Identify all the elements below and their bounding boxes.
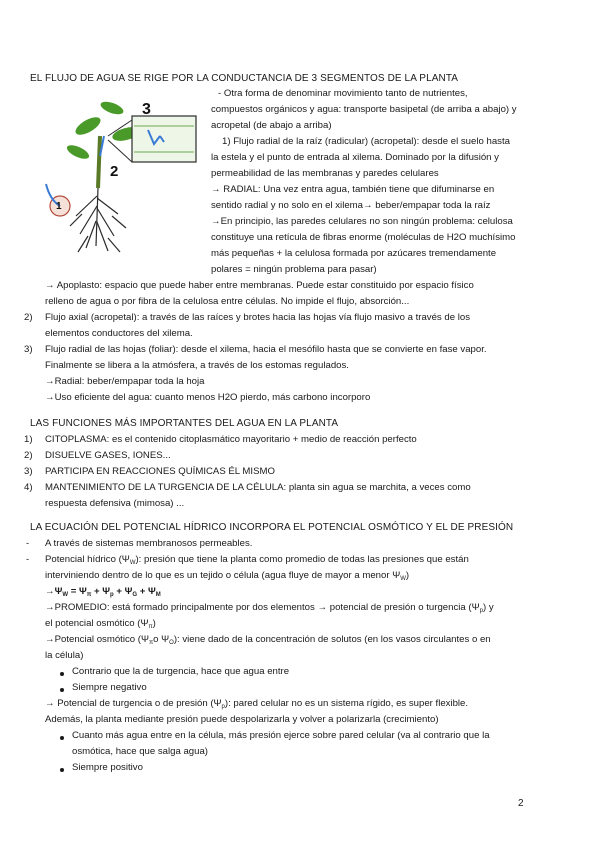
osmotico-bullet-2: Siempre negativo bbox=[72, 682, 147, 693]
funcion-item-2: DISUELVE GASES, IONES... bbox=[45, 450, 171, 461]
bullet-dot bbox=[60, 672, 64, 676]
right-col-line-1: - Otra forma de denominar movimiento tanto de nutrientes, bbox=[218, 88, 468, 99]
funcion-item-1: CITOPLASMA: es el contenido citoplasmático mayoritario + medio de reacción perfecto bbox=[45, 434, 417, 445]
leaf-drawing bbox=[73, 114, 103, 138]
apoplasto-line-2: relleno de agua o por fibra de la celulosa entre células. No impide el flujo, absorción... bbox=[45, 296, 410, 307]
leaf-inset-box bbox=[132, 116, 196, 162]
section-heading-funciones: LAS FUNCIONES MÁS IMPORTANTES DEL AGUA EN LA PLANTA bbox=[30, 418, 339, 429]
right-col-line-9: →En principio, las paredes celulares no son ningún problema: celulosa bbox=[211, 216, 513, 227]
item3-line-3: →Radial: beber/empapar toda la hoja bbox=[45, 376, 205, 387]
roots-drawing bbox=[70, 188, 126, 252]
list-number: 4) bbox=[24, 482, 33, 493]
dash-marker: - bbox=[26, 538, 30, 549]
turgencia-line-2: Además, la planta mediante presión puede despolarizarla y volver a polarizarla (crecimiento) bbox=[45, 714, 439, 725]
item3-line-4: →Uso eficiente del agua: cuanto menos H2O pierdo, más carbono incorporo bbox=[45, 392, 371, 403]
list-number: 2) bbox=[24, 450, 33, 461]
turgencia-bullet-2: Siempre positivo bbox=[72, 762, 143, 773]
right-col-line-7: → RADIAL: Una vez entra agua, también tiene que difuminarse en bbox=[211, 184, 495, 195]
figure-label-2: 2 bbox=[110, 163, 119, 180]
funcion-item-4-cont: respuesta defensiva (mimosa) ... bbox=[45, 498, 185, 509]
turgencia-bullet-1-cont: osmótica, hace que salga agua) bbox=[72, 746, 208, 757]
figure-label-1: 1 bbox=[56, 201, 62, 212]
item3-line-2: Finalmente se libera a la atmósfera, a través de los estomas regulados. bbox=[45, 360, 349, 371]
right-col-line-2: compuestos orgánicos y agua: transporte basipetal (de arriba a abajo) y bbox=[211, 104, 517, 115]
item2-line-2: elementos conductores del xilema. bbox=[45, 328, 193, 339]
right-col-line-8: sentido radial y no solo en el xilema→ beber/empapar toda la raíz bbox=[211, 200, 491, 211]
right-col-line-10: constituye una retícula de fibras enorme (moléculas de H2O muchísimo bbox=[211, 232, 516, 243]
list-number: 1) bbox=[24, 434, 33, 445]
funcion-item-4: MANTENIMIENTO DE LA TURGENCIA DE LA CÉLULA: planta sin agua se marchita, a veces como bbox=[45, 482, 471, 493]
osmotico-line-2: la célula) bbox=[45, 650, 84, 661]
bullet-dot bbox=[60, 688, 64, 692]
promedio-line-2: el potencial osmótico $(\Psi_\pi)$ bbox=[45, 618, 156, 630]
item3-line-1: Flujo radial de las hojas (foliar): desde el xilema, hacia el mesófilo hasta que se convierte en fase vapor. bbox=[45, 344, 487, 355]
dash-marker: - bbox=[26, 554, 30, 565]
apoplasto-line-1: → Apoplasto: espacio que puede haber entre membranas. Puede estar constituido por espacio físico bbox=[45, 280, 474, 291]
figure-label-3: 3 bbox=[142, 101, 151, 118]
ecuacion-dash-2: Potencial hídrico $(\Psi_W)$: presión que tiene la planta como promedio de todas las presiones que están bbox=[45, 554, 469, 566]
section-heading-ecuacion: LA ECUACIÓN DEL POTENCIAL HÍDRICO INCORPORA EL POTENCIAL OSMÓTICO Y EL DE PRESIÓN bbox=[30, 522, 514, 533]
turgencia-bullet-1: Cuanto más agua entre en la célula, más presión ejerce sobre pared celular (va al contrario que la bbox=[72, 730, 490, 741]
right-col-line-4: 1) Flujo radial de la raíz (radicular) (acropetal): desde el suelo hasta bbox=[222, 136, 510, 147]
item2-line-1: Flujo axial (acropetal): a través de las raíces y brotes hacia las hojas vía flujo masivo a través de los bbox=[45, 312, 470, 323]
right-col-line-11: más pequeñas + la celulosa formada por azúcares tremendamente bbox=[211, 248, 497, 259]
ecuacion-dash-2-cont: interviniendo dentro de lo que es un tejido o célula (agua fluye de mayor a menor $\Psi_W$) bbox=[45, 570, 410, 582]
promedio-line-1: →PROMEDIO: está formado principalmente por dos elementos → potencial de presión o turgencia $(\Psi_p)$ y bbox=[45, 602, 494, 614]
right-col-line-6: permeabilidad de las membranas y paredes celulares bbox=[211, 168, 439, 179]
turgencia-line-1: → Potencial de turgencia o de presión $(\Psi_p)$: pared celular no es un sistema rígido, es super flexible. bbox=[45, 698, 469, 710]
potential-formula: $\to\Psi_W = \Psi_\pi + \Psi_p + \Psi_G + \Psi_M$ bbox=[45, 586, 161, 598]
list-number: 3) bbox=[24, 344, 33, 355]
section-heading-flujo: EL FLUJO DE AGUA SE RIGE POR LA CONDUCTANCIA DE 3 SEGMENTOS DE LA PLANTA bbox=[30, 73, 459, 84]
osmotico-line-1: →Potencial osmótico ($\Psi_\pi o$ $\Psi_O$): viene dado de la concentración de solutos (en los vasos circulantes o en bbox=[45, 634, 491, 646]
funcion-item-3: PARTICIPA EN REACCIONES QUÍMICAS ÉL MISMO bbox=[45, 466, 275, 477]
bullet-dot bbox=[60, 736, 64, 740]
page-number: 2 bbox=[518, 798, 524, 809]
right-col-line-5: la estela y el punto de entrada al xilema. Dominado por la difusión y bbox=[211, 152, 499, 163]
osmotico-bullet-1: Contrario que la de turgencia, hace que agua entre bbox=[72, 666, 290, 677]
stem-drawing bbox=[98, 136, 100, 188]
right-col-line-12: polares = ningún problema para pasar) bbox=[211, 264, 377, 275]
plant-diagram-figure bbox=[30, 96, 210, 254]
right-col-line-3: acropetal (de abajo a arriba) bbox=[211, 120, 332, 131]
ecuacion-dash-1: A través de sistemas membranosos permeables. bbox=[45, 538, 253, 549]
bullet-dot bbox=[60, 768, 64, 772]
list-number: 3) bbox=[24, 466, 33, 477]
list-number: 2) bbox=[24, 312, 33, 323]
